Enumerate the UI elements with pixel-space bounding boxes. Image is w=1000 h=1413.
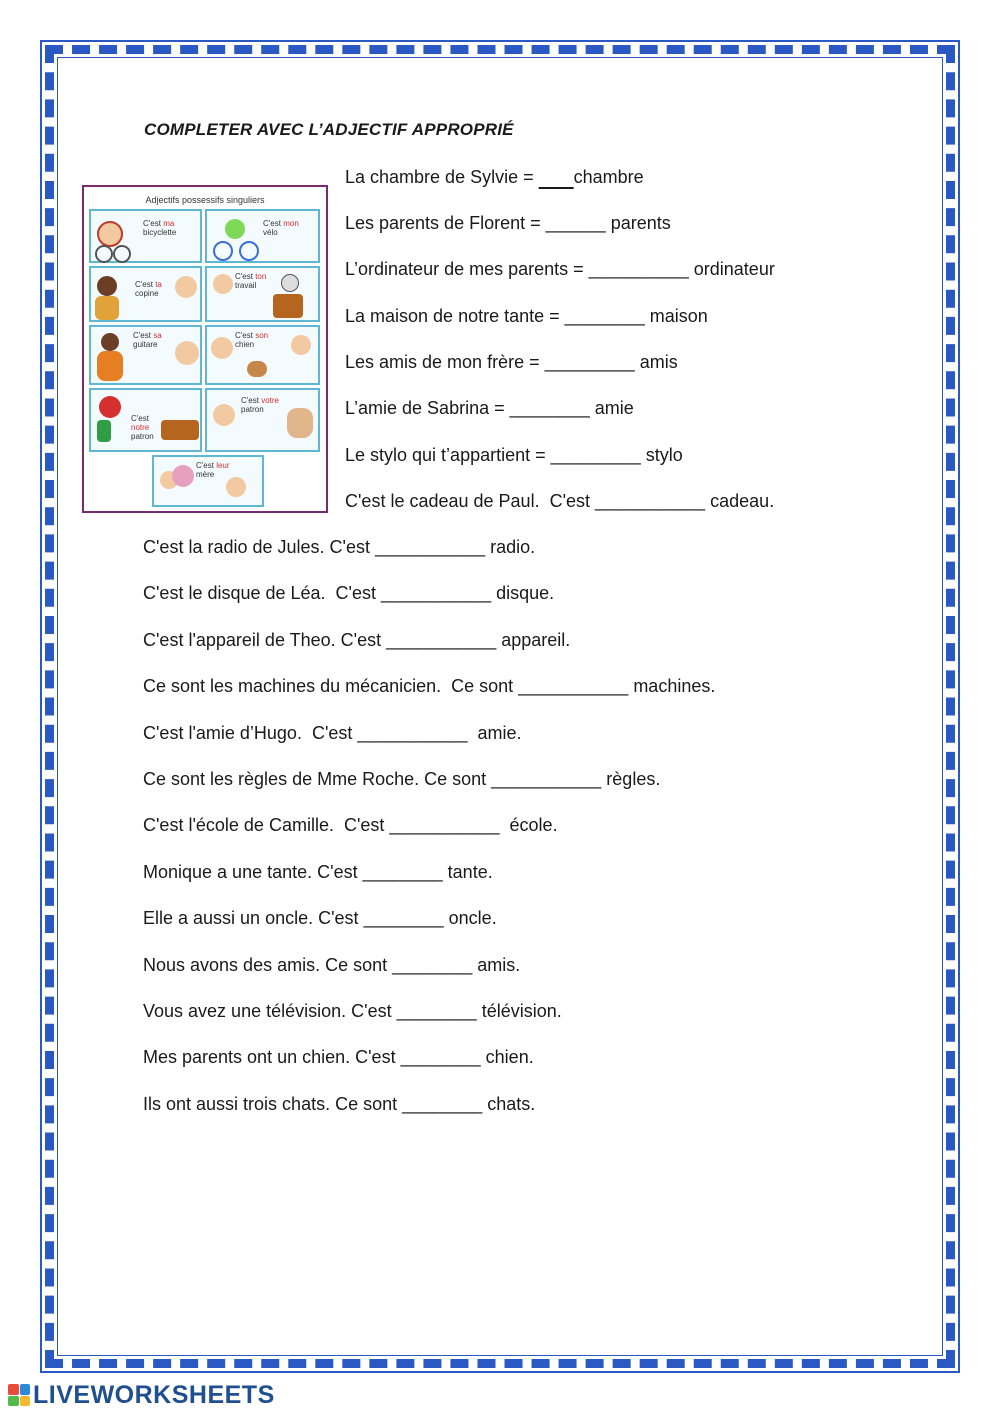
mother-figure	[172, 465, 194, 487]
desk-figure	[273, 294, 303, 318]
exercise-line: La maison de notre tante = ________ maison	[345, 306, 708, 326]
illustration-label: C'est leur mère	[196, 461, 230, 479]
exercise-line: Ce sont les machines du mécanicien. Ce sont ___________ machines.	[143, 676, 716, 696]
answer-blank[interactable]: ___________	[386, 630, 497, 650]
answer-blank[interactable]: ________	[564, 306, 645, 326]
logo-blocks-icon	[8, 1384, 30, 1406]
desk-figure	[161, 420, 199, 440]
exercise-line: Les amis de mon frère = _________ amis	[345, 352, 678, 372]
exercise-line: Monique a une tante. C'est ________ tante.	[143, 862, 493, 882]
answer-blank[interactable]: ___________	[381, 583, 492, 603]
answer-blank[interactable]: ________	[509, 398, 590, 418]
answer-blank[interactable]: ________	[363, 908, 444, 928]
person-figure	[213, 274, 233, 294]
exercise-line: C'est le disque de Léa. C'est ___________ disque.	[143, 583, 555, 603]
answer-blank[interactable]: ___________	[357, 723, 468, 743]
guitar-icon	[97, 351, 123, 381]
clock-icon	[281, 274, 299, 292]
exercise-line: C'est la radio de Jules. C'est ___________ radio.	[143, 537, 536, 557]
logo-text: LIVEWORKSHEETS	[33, 1380, 275, 1409]
exercise-line: L’ordinateur de mes parents = __________ ordinateur	[345, 259, 775, 279]
illustration-label: C'est son chien	[235, 331, 269, 349]
illustration-label: C'est sa guitare	[133, 331, 162, 349]
illustration-label: C'est ton travail	[235, 272, 267, 290]
illustration-cell	[89, 388, 202, 452]
answer-blank[interactable]: ___________	[374, 537, 486, 557]
illustration-cell	[89, 209, 202, 263]
dog-figure	[247, 361, 267, 377]
exercise-line: C'est l'appareil de Theo. C'est ___________ appareil.	[143, 630, 571, 650]
wheel-icon	[95, 245, 113, 263]
illustration-label: C'est mon vélo	[263, 219, 299, 237]
illustration-cell	[152, 455, 264, 507]
illustration-label: C'est notre patron	[131, 414, 154, 441]
illustration-cell	[89, 325, 202, 385]
exercise-line: Les parents de Florent = ______ parents	[345, 213, 671, 233]
answer-blank[interactable]: __________	[588, 259, 689, 279]
exercise-line: La chambre de Sylvie = chambre	[345, 167, 644, 187]
illustration-label: C'est ta copine	[135, 280, 162, 298]
answer-blank[interactable]: ________	[400, 1047, 481, 1067]
answer-blank[interactable]: _________	[544, 352, 635, 372]
illustration-cell	[205, 388, 320, 452]
guitarist-figure	[101, 333, 119, 351]
illustration-label: C'est votre patron	[241, 396, 279, 414]
exercise-line: C'est l'amie d’Hugo. C'est ___________ amie.	[143, 723, 522, 743]
person-figure	[175, 341, 199, 365]
liveworksheets-logo[interactable]	[8, 1382, 275, 1408]
illustration-cell	[205, 325, 320, 385]
answer-blank[interactable]: ________	[362, 862, 443, 882]
answer-blank[interactable]	[539, 167, 574, 187]
answer-blank[interactable]: ________	[392, 955, 473, 975]
exercise-line: L’amie de Sabrina = ________ amie	[345, 398, 634, 418]
exercise-line: Ils ont aussi trois chats. Ce sont ________ chats.	[143, 1094, 536, 1114]
illustration-title: Adjectifs possessifs singuliers	[145, 195, 265, 205]
person-figure	[211, 337, 233, 359]
dollar-icon	[97, 420, 111, 442]
person-figure	[213, 404, 235, 426]
answer-blank[interactable]: ___________	[389, 815, 500, 835]
illustration-cell	[89, 266, 202, 322]
exercise-line: C'est le cadeau de Paul. C'est ___________ cadeau.	[345, 491, 775, 511]
exercise-line: Vous avez une télévision. C'est ________ télévision.	[143, 1001, 562, 1021]
person-figure	[97, 276, 117, 296]
illustration-cell	[205, 266, 320, 322]
exercise-line: Ce sont les règles de Mme Roche. Ce sont ___________ règles.	[143, 769, 661, 789]
answer-blank[interactable]: ________	[402, 1094, 483, 1114]
illustration-cell	[205, 209, 320, 263]
answer-blank[interactable]: ___________	[491, 769, 602, 789]
worksheet-title: COMPLETER AVEC L’ADJECTIF APPROPRIÉ	[144, 120, 514, 139]
answer-blank[interactable]: ________	[396, 1001, 477, 1021]
wheel-icon	[239, 241, 259, 261]
cyclist-figure	[97, 221, 123, 247]
answer-blank[interactable]: _________	[550, 445, 641, 465]
exercise-line: C'est l'école de Camille. C'est ___________ école.	[143, 815, 558, 835]
answer-blank[interactable]: ___________	[595, 491, 706, 511]
cyclist-figure	[225, 219, 245, 239]
boss-figure	[287, 408, 313, 438]
person-figure	[226, 477, 246, 497]
person-figure	[291, 335, 311, 355]
boss-figure	[99, 396, 121, 418]
exercise-line: Elle a aussi un oncle. C'est ________ oncle.	[143, 908, 497, 928]
wheel-icon	[113, 245, 131, 263]
exercise-line: Nous avons des amis. Ce sont ________ amis.	[143, 955, 521, 975]
possessive-adjectives-illustration	[82, 185, 328, 513]
exercise-line: Mes parents ont un chien. C'est ________ chien.	[143, 1047, 534, 1067]
answer-blank[interactable]: ______	[545, 213, 606, 233]
exercise-line: Le stylo qui t’appartient = _________ stylo	[345, 445, 683, 465]
person-figure	[95, 296, 119, 320]
person-figure	[175, 276, 197, 298]
answer-blank[interactable]: ___________	[518, 676, 629, 696]
wheel-icon	[213, 241, 233, 261]
illustration-label: C'est ma bicyclette	[143, 219, 177, 237]
